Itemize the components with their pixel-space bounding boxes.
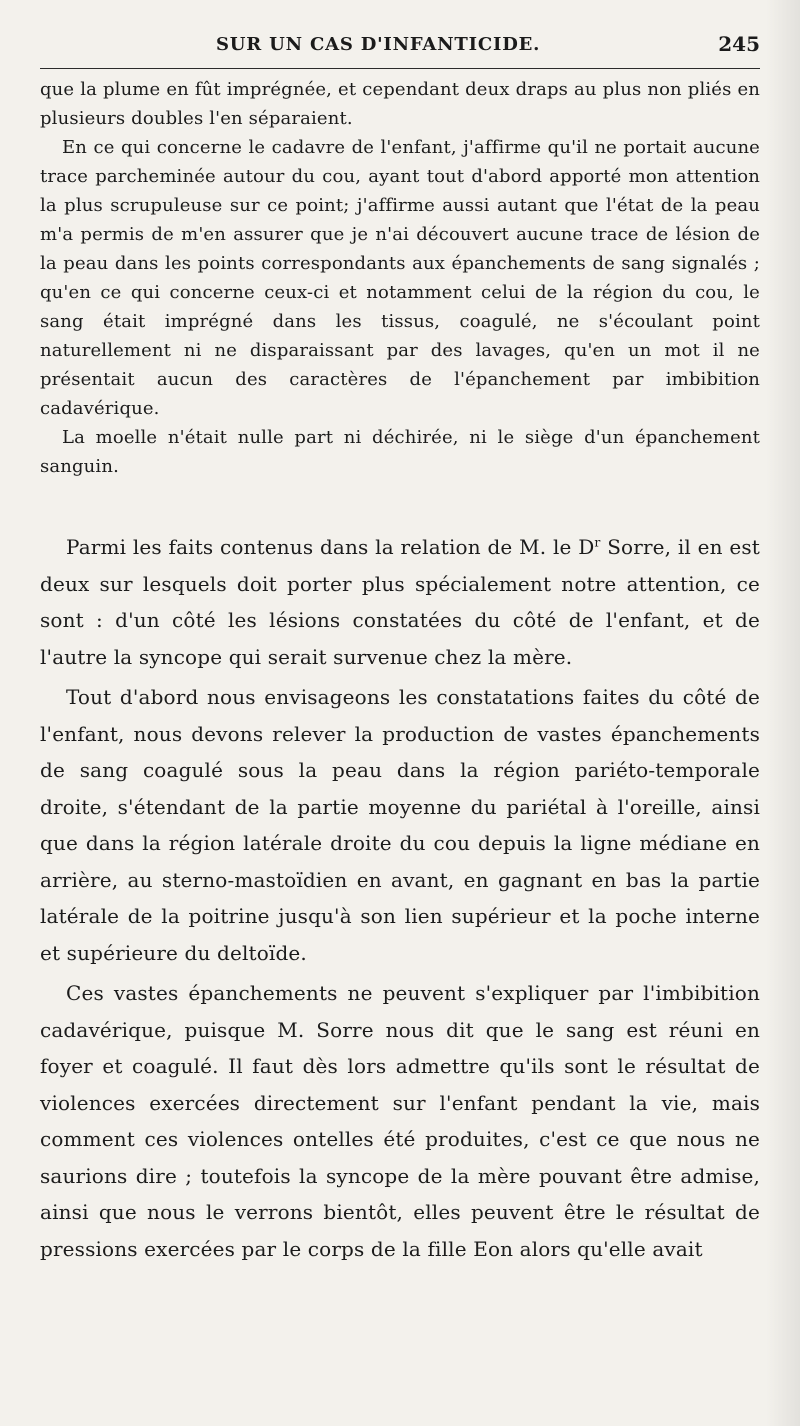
page-number: 245 — [718, 32, 760, 56]
paragraph-spinal-cord: La moelle n'était nulle part ni déchirée, ni le siège d'un épanchement sanguin. — [40, 427, 760, 477]
paragraph-relation-facts-end: Sorre, il en est deux sur lesquels doit porter plus spécialement notre attention, ce sont : d'un côté les lésions constatées du côté de l'enfant, et de l'autre la syncope qui serait survenue chez la mère. — [40, 535, 760, 669]
paragraph-child-observations: Tout d'abord nous envisageons les constatations faites du côté de l'enfant, nous devons relever la production de vastes épanchements de sang coagulé sous la peau dans la région pariéto-temporale droite, s'étendant de la partie moyenne du pariétal à l'oreille, ainsi que dans la région latérale droite du cou depuis la ligne médiane en arrière, au sterno-mastoïdien en avant, en gagnant en bas la partie latérale de la poitrine jusqu'à son lien supérieur et la poche interne et supérieure du deltoïde. — [40, 685, 760, 965]
running-title: SUR UN CAS D'INFANTICIDE. — [216, 34, 541, 55]
paragraph-violence-explanation: Ces vastes épanchements ne peuvent s'expliquer par l'imbibition cadavérique, puisque M. Sorre nous dit que le sang est réuni en foyer et coagulé. Il faut dès lors admettre qu'ils sont le résultat de violences exercées directement sur l'enfant pendant la vie, mais comment ces violences ontelles été produites, c'est ce que nous ne saurions dire ; toutefois la syncope de la mère pouvant être admise, ainsi que nous le verrons bientôt, elles peuvent être le résultat de pressions exercées par le corps de la fille Eon alors qu'elle avait — [40, 981, 760, 1261]
paragraph-relation-facts-start: Parmi les faits contenus dans la relation de M. le D — [66, 535, 595, 559]
running-header — [40, 34, 760, 69]
paragraph-continuation: que la plume en fût imprégnée, et cependant deux draps au plus non pliés en plusieurs doubles l'en séparaient. — [40, 79, 760, 129]
commentary-section — [40, 529, 760, 1267]
doctor-abbrev-superscript: r — [594, 534, 601, 550]
page-body — [40, 75, 760, 1267]
paragraph-relation-facts — [40, 529, 760, 675]
paragraph-child-findings: En ce qui concerne le cadavre de l'enfant, j'affirme qu'il ne portait aucune trace parcheminée autour du cou, ayant tout d'abord apporté mon attention la plus scrupuleuse sur ce point; j'affirme aussi autant que l'état de la peau m'a permis de m'en assurer que je n'ai découvert aucune trace de lésion de la peau dans les points correspondants aux épanchements de sang signalés ; qu'en ce qui concerne ceux-ci et notamment celui de la région du cou, le sang était imprégné dans les tissus, coagulé, ne s'écoulant point naturellement ni ne disparaissant par des lavages, qu'en un mot il ne présentait aucun des caractères de l'épanchement par imbibition cadavérique. — [40, 137, 760, 419]
